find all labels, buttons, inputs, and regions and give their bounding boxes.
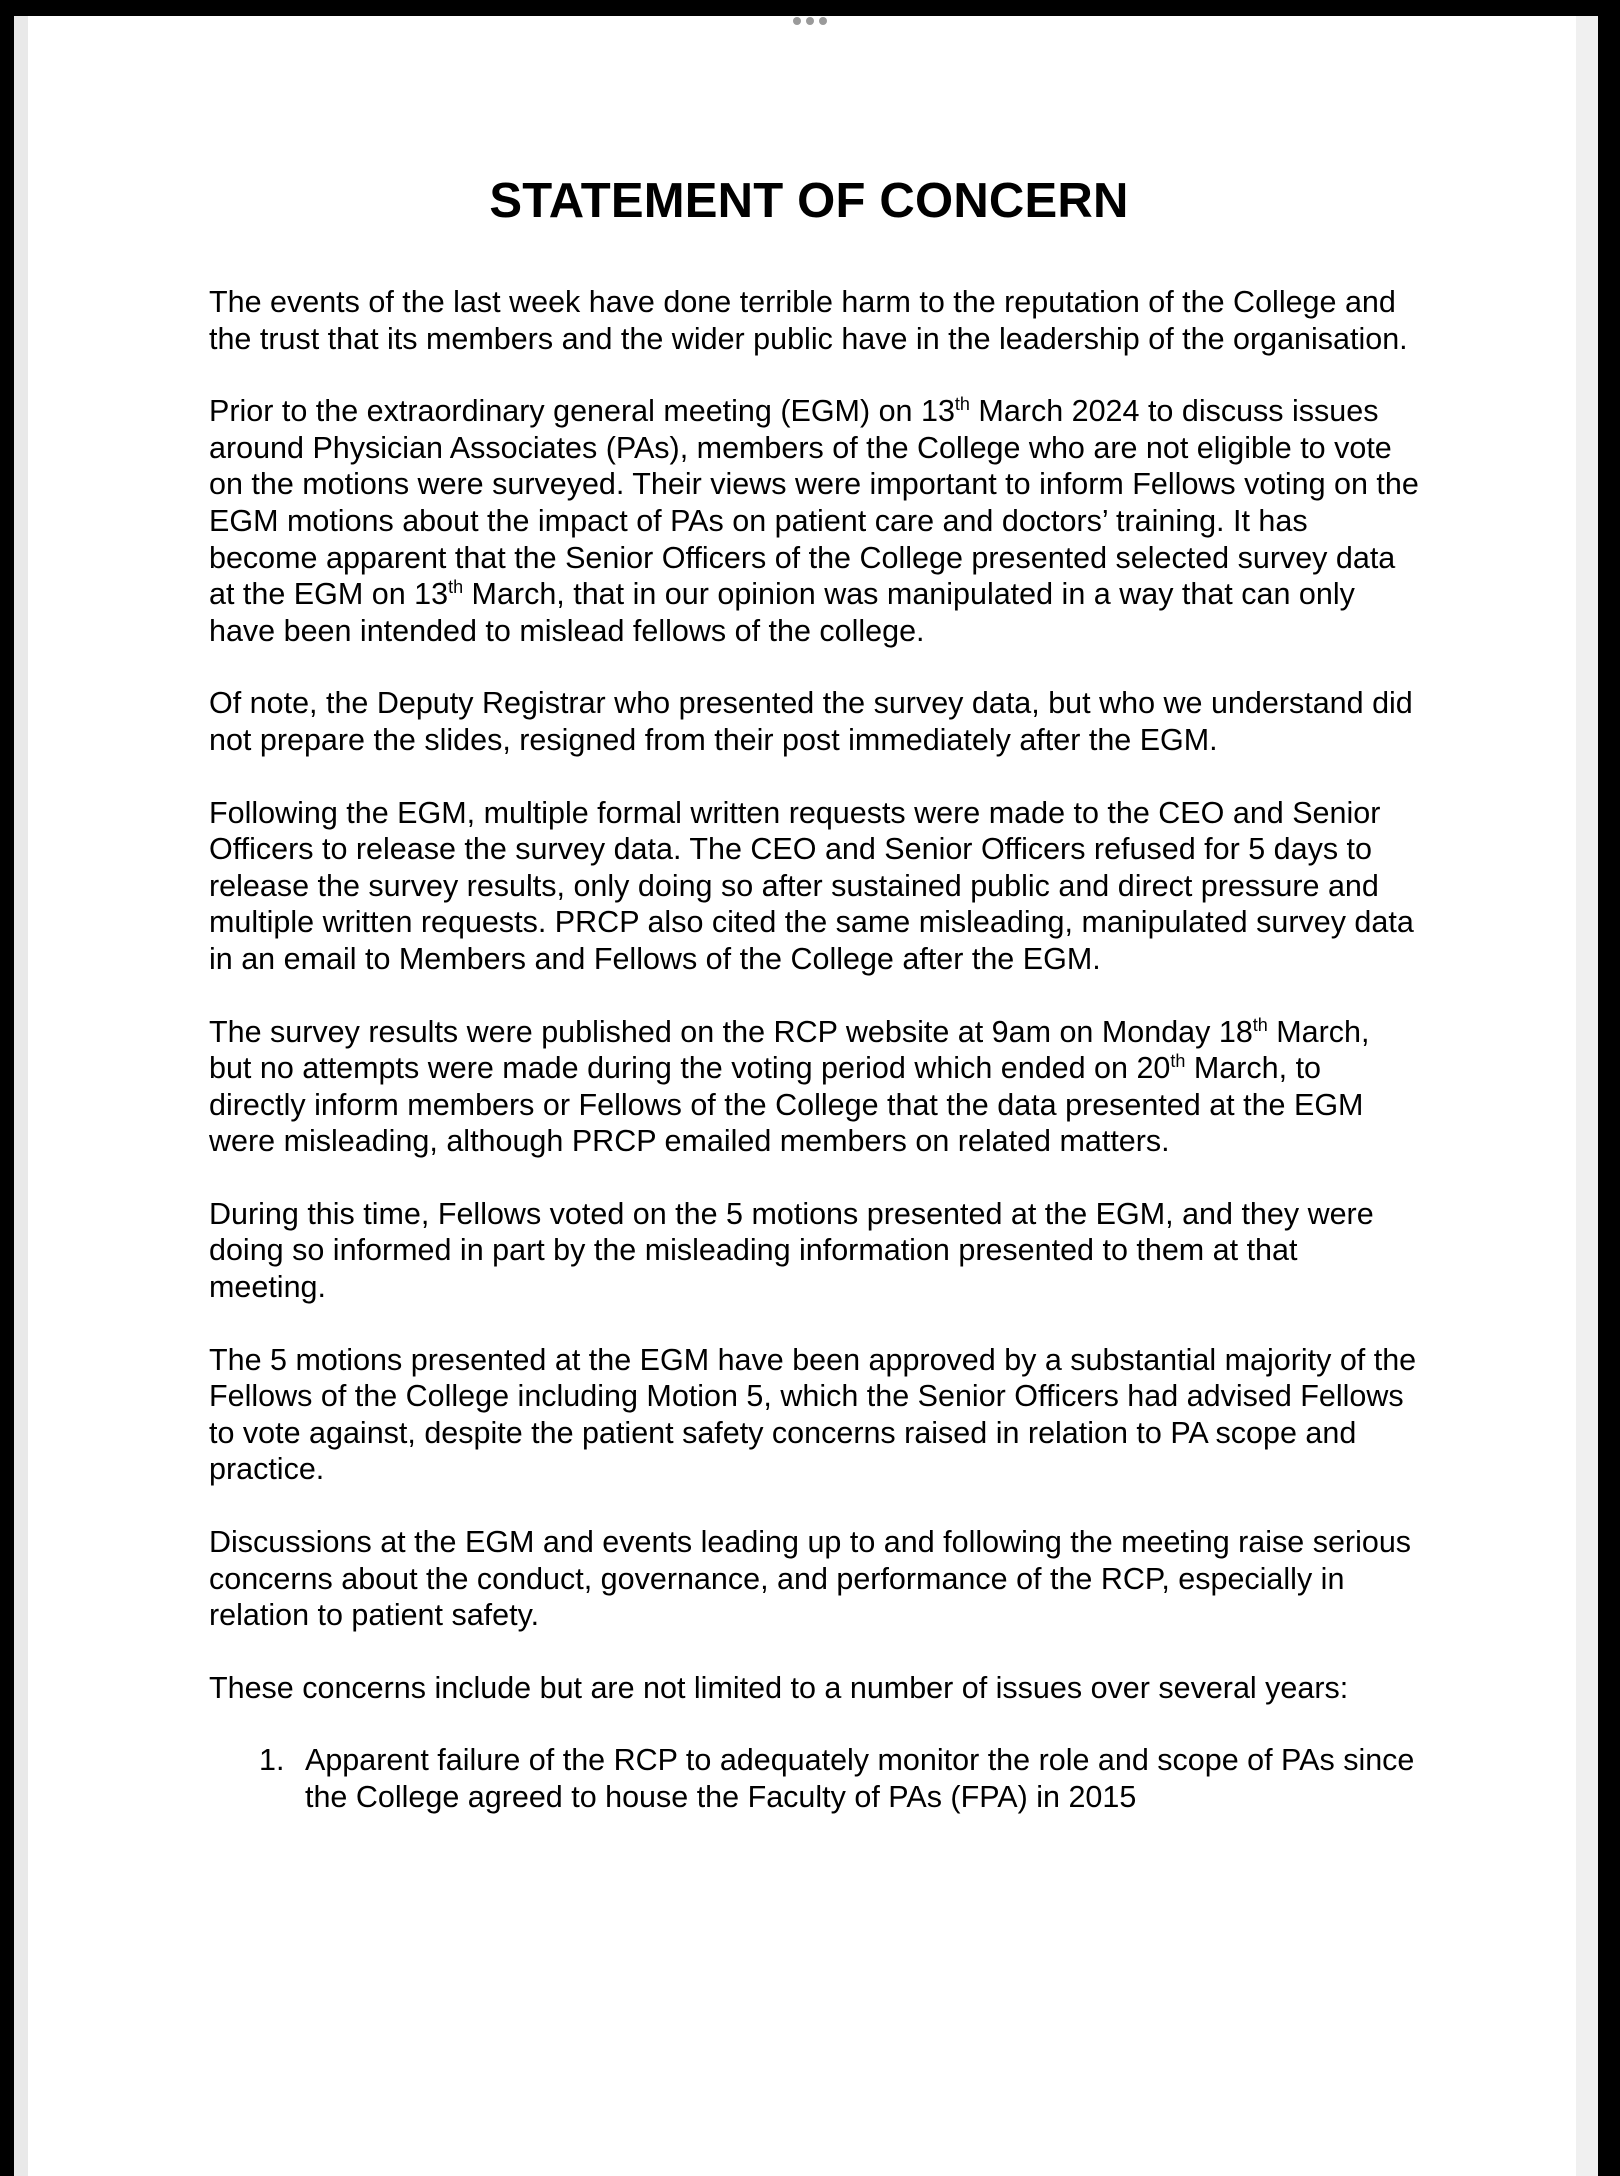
ordinal-suffix: th (954, 394, 970, 415)
paragraph-2-part-b: March 2024 to discuss issues around Physician Associates (PAs), members of the College who are not eligible to vote on the motions were surveyed. Their views were important to inform Fellows voting on the EGM motions about the impact of PAs on patient care and doctors’ training. It has become apparent that the Senior Officers of the College presented selected survey data at the EGM on 13 (209, 394, 1419, 612)
paragraph-9: These concerns include but are not limited to a number of issues over several years: (209, 1670, 1349, 1705)
paragraph-2-part-c: March, that in our opinion was manipulated in a way that can only have been intended to mislead fellows of the college. (209, 577, 1355, 648)
paragraph-3: Of note, the Deputy Registrar who presented the survey data, but who we understand did not prepare the slides, resigned from their post immediately after the EGM. (209, 686, 1413, 757)
list-item-text: Apparent failure of the RCP to adequately monitor the role and scope of PAs since the College agreed to house the Faculty of PAs (FPA) in 2015 (305, 1743, 1415, 1814)
paragraph-6: During this time, Fellows voted on the 5 motions presented at the EGM, and they were doing so informed in part by the misleading information presented to them at that meeting. (209, 1196, 1374, 1305)
dot-icon (793, 17, 801, 25)
ordinal-suffix: th (1170, 1050, 1186, 1071)
paragraph-2 (209, 393, 1419, 649)
document-body (209, 172, 1419, 1816)
ordinal-suffix: th (448, 577, 464, 597)
paragraph-5-part-c: March, to directly inform members or Fellows of the College that the data presented at the EGM were misleading, although PRCP emailed members on related matters. (209, 1051, 1364, 1159)
paragraph-4: Following the EGM, multiple formal written requests were made to the CEO and Senior Officers to release the survey data. The CEO and Senior Officers refused for 5 days to release the survey results, only doing so after sustained public and direct pressure and multiple written requests. PRCP also cited the same misleading, manipulated survey data in an email to Members and Fellows of the College after the EGM. (209, 795, 1414, 976)
paragraph-5 (209, 1014, 1419, 1160)
concerns-list (209, 1742, 1419, 1815)
page-right-edge (1576, 16, 1598, 2176)
paragraph-5-part-a: The survey results were published on the RCP website at 9am on Monday 18 (209, 1014, 1253, 1049)
dot-icon (806, 17, 814, 25)
paragraph-5-part-b: March, but no attempts were made during the voting period which ended on 20 (209, 1014, 1370, 1086)
paragraph-7: The 5 motions presented at the EGM have been approved by a substantial majority of the Fellows of the College including Motion 5, which the Senior Officers had advised Fellows to vote against, despite the patient safety concerns raised in relation to PA scope and practice. (209, 1342, 1417, 1487)
ordinal-suffix: th (1252, 1014, 1268, 1035)
paragraph-8: Discussions at the EGM and events leading up to and following the meeting raise serious concerns about the conduct, governance, and performance of the RCP, especially in relation to patient safety. (209, 1525, 1412, 1633)
list-item (209, 1742, 1419, 1815)
paragraph-1: The events of the last week have done terrible harm to the reputation of the College and the trust that its members and the wider public have in the leadership of the organisation. (209, 285, 1408, 356)
paragraph-2-part-a: Prior to the extraordinary general meeting (EGM) on 13 (209, 394, 955, 429)
page-left-edge (14, 16, 28, 2176)
more-options-icon[interactable] (790, 16, 830, 26)
document-title: STATEMENT OF CONCERN (489, 174, 1129, 228)
dot-icon (819, 17, 827, 25)
list-item-number: 1. (259, 1743, 285, 1778)
